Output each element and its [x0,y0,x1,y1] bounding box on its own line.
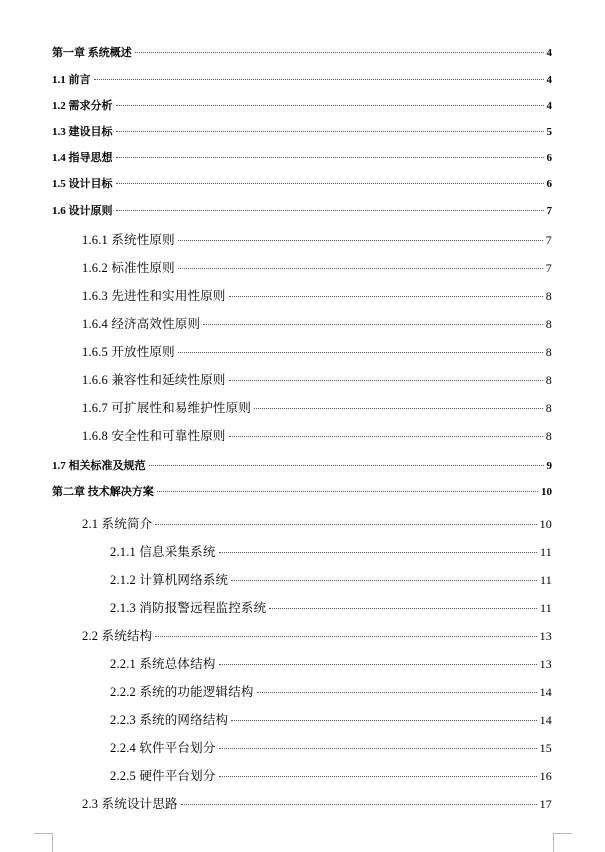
toc-entry-label: 1.2 需求分析 [52,100,113,112]
toc-entry-label: 第二章 技术解决方案 [52,486,154,498]
toc-entry-page: 5 [546,126,552,138]
toc-entry[interactable] [52,202,552,218]
toc-entry[interactable] [82,626,552,644]
toc-entry-page: 15 [539,741,552,755]
toc-entry-page: 7 [545,233,552,247]
toc-entry-page: 10 [541,486,552,498]
dot-leader [178,268,543,269]
dot-leader [178,352,543,353]
toc-entry[interactable] [82,370,552,388]
toc-entry[interactable] [82,514,552,532]
dot-leader [116,157,544,158]
dot-leader [229,296,543,297]
dot-leader [94,79,544,80]
toc-entry[interactable] [52,71,552,87]
dot-leader [219,664,537,665]
toc-entry[interactable] [82,794,552,812]
toc-entry-label: 1.6.1 系统性原则 [82,233,175,247]
toc-entry-page: 14 [539,713,552,727]
toc-entry-page: 8 [545,373,552,387]
toc-entry-label: 1.6.5 开放性原则 [82,345,175,359]
dot-leader [157,491,538,492]
toc-entry[interactable] [110,542,552,560]
toc-entry-label: 1.6 设计原则 [52,205,113,217]
toc-entry-label: 2.2 系统结构 [82,629,153,643]
toc-entry-page: 11 [540,545,552,559]
toc-entry-page: 8 [545,345,552,359]
toc-entry-page: 8 [545,317,552,331]
toc-entry-page: 7 [545,261,552,275]
toc-entry-label: 1.6.4 经济高效性原则 [82,317,201,331]
toc-entry[interactable] [52,44,552,60]
toc-entry[interactable] [52,175,552,191]
toc-entry-page: 16 [539,769,552,783]
toc-entry[interactable] [82,398,552,416]
toc-entry-label: 2.2.1 系统总体结构 [110,657,216,671]
toc-entry-label: 1.6.7 可扩展性和易维护性原则 [82,401,252,415]
toc-entry-page: 11 [540,601,552,615]
dot-leader [116,210,544,211]
dot-leader [203,324,543,325]
toc-entry[interactable] [82,230,552,248]
toc-entry[interactable] [82,426,552,444]
toc-entry-page: 11 [540,573,552,587]
dot-leader [254,408,543,409]
toc-entry[interactable] [52,123,552,139]
dot-leader [135,52,544,53]
dot-leader [219,776,537,777]
toc-entry[interactable] [52,457,552,473]
toc-entry-page: 4 [546,100,552,112]
toc-entry[interactable] [52,483,552,499]
toc-entry[interactable] [82,258,552,276]
dot-leader [229,436,543,437]
toc-entry[interactable] [82,314,552,332]
toc-entry-label: 2.1.3 消防报警远程监控系统 [110,601,267,615]
dot-leader [181,804,537,805]
toc-entry[interactable] [110,570,552,588]
toc-entry-page: 8 [545,401,552,415]
dot-leader [257,692,537,693]
toc-entry-label: 2.2.3 系统的网络结构 [110,713,229,727]
crop-mark-bottom-left [34,833,53,852]
toc-entry-page: 9 [546,460,552,472]
toc-entry[interactable] [52,97,552,113]
toc-entry-label: 2.2.2 系统的功能逻辑结构 [110,685,254,699]
toc-entry-page: 7 [546,205,552,217]
toc-entry-page: 10 [539,517,552,531]
toc-entry[interactable] [110,654,552,672]
dot-leader [155,524,536,525]
dot-leader [219,552,538,553]
toc-entry-label: 1.7 相关标准及规范 [52,460,146,472]
toc-entry-label: 2.2.4 软件平台划分 [110,741,216,755]
toc-entry-page: 4 [546,47,552,59]
dot-leader [231,580,537,581]
crop-mark-bottom-right [553,833,572,852]
toc-entry[interactable] [82,286,552,304]
toc-entry[interactable] [110,766,552,784]
toc-entry-page: 13 [539,657,552,671]
toc-entry-label: 2.1.2 计算机网络系统 [110,573,229,587]
dot-leader [116,131,544,132]
toc-entry-label: 2.2.5 硬件平台划分 [110,769,216,783]
toc-entry[interactable] [82,342,552,360]
toc-entry-page: 4 [546,74,552,86]
toc-entry-label: 1.6.2 标准性原则 [82,261,175,275]
toc-entry-page: 13 [539,629,552,643]
toc-entry-label: 1.6.3 先进性和实用性原则 [82,289,226,303]
toc-entry-label: 1.4 指导思想 [52,152,113,164]
toc-entry-page: 6 [546,178,552,190]
dot-leader [149,465,544,466]
toc-entry[interactable] [110,598,552,616]
toc-entry-label: 2.1 系统简介 [82,517,153,531]
dot-leader [155,636,536,637]
dot-leader [269,608,537,609]
toc-entry[interactable] [110,738,552,756]
dot-leader [229,380,543,381]
toc-entry-label: 1.1 前言 [52,74,91,86]
toc-entry[interactable] [110,682,552,700]
toc-entry-page: 6 [546,152,552,164]
toc-entry-label: 1.5 设计目标 [52,178,113,190]
toc-entry-label: 2.3 系统设计思路 [82,797,178,811]
dot-leader [116,183,544,184]
dot-leader [178,240,543,241]
toc-entry-label: 1.3 建设目标 [52,126,113,138]
toc-entry-label: 第一章 系统概述 [52,47,132,59]
dot-leader [231,720,536,721]
toc-entry-page: 17 [539,797,552,811]
toc-entry-label: 1.6.6 兼容性和延续性原则 [82,373,226,387]
toc-entry-page: 8 [545,289,552,303]
toc-entry[interactable] [52,149,552,165]
toc-entry-label: 2.1.1 信息采集系统 [110,545,216,559]
dot-leader [116,105,544,106]
dot-leader [219,748,537,749]
toc-entry-page: 14 [539,685,552,699]
toc-entry[interactable] [110,710,552,728]
toc-entry-label: 1.6.8 安全性和可靠性原则 [82,429,226,443]
toc-entry-page: 8 [545,429,552,443]
